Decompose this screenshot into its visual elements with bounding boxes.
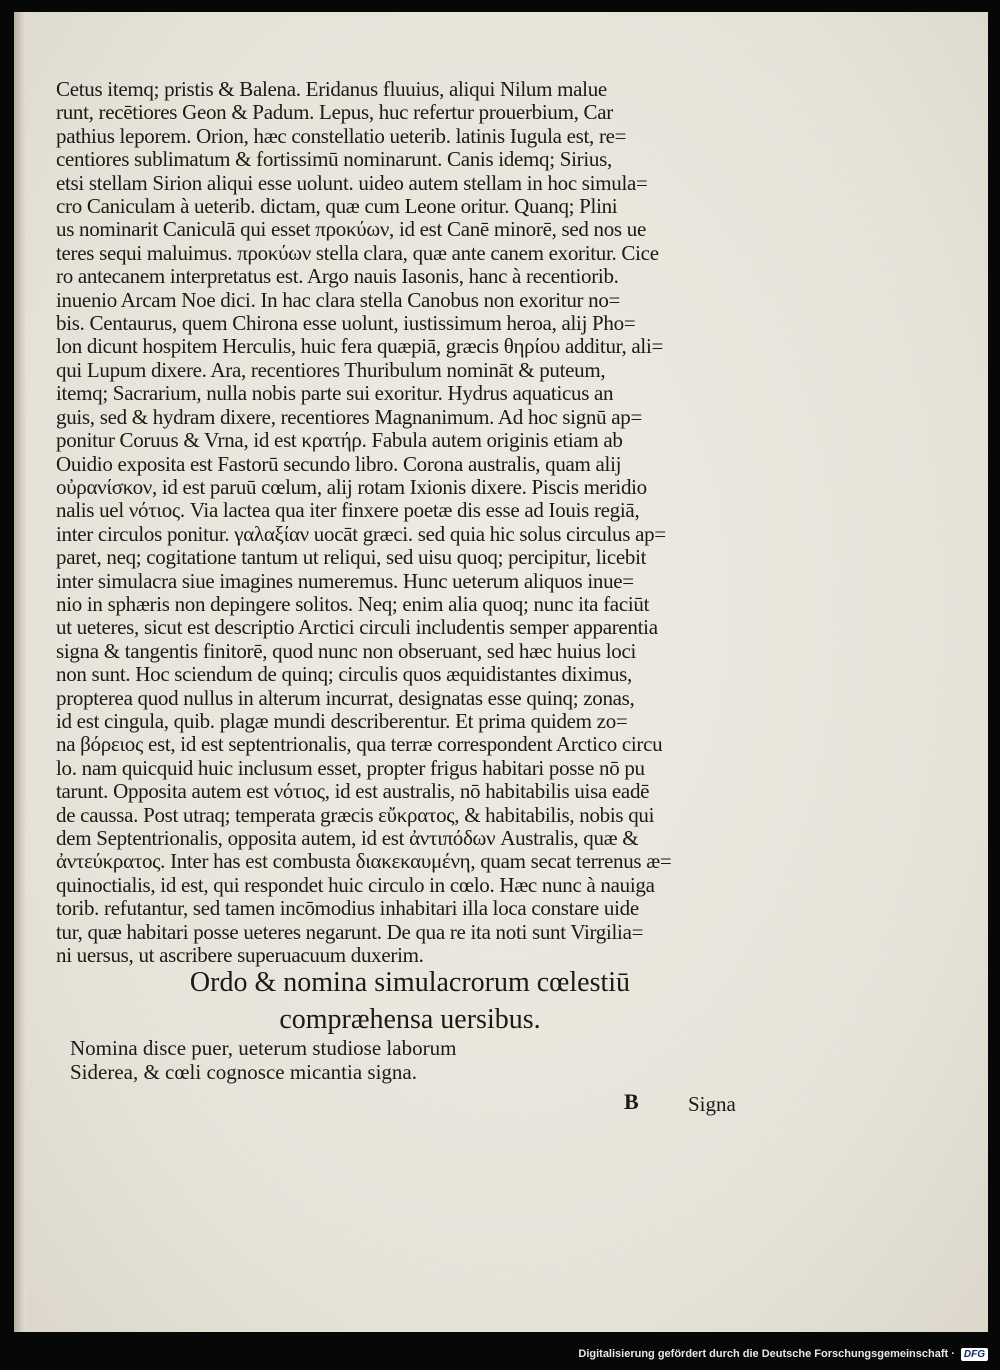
text-line: runt, recētiores Geon & Padum. Lepus, huc refertur prouerbium, Car [56, 101, 613, 125]
text-line: paret, neq; cogitatione tantum ut reliqui, sed uisu quoq; percipitur, licebit [56, 546, 647, 570]
text-line: inuenio Arcam Noe dici. In hac clara stella Canobus non exoritur no= [56, 288, 621, 312]
text-line: guis, sed & hydram dixere, recentiores Magnanimum. Ad hoc signū ap= [56, 405, 643, 429]
text-line: cro Caniculam à ueterib. dictam, quæ cum Leone oritur. Quanq; Plini [56, 195, 618, 219]
verse-line: Nomina disce puer, ueterum studiose laborum [70, 1036, 457, 1060]
text-line: ro antecanem interpretatus est. Argo nauis Iasonis, hanc à recentiorib. [56, 265, 619, 289]
text-line: lo. nam quicquid huic inclusum esset, propter frigus habitari posse nō pu [56, 756, 645, 780]
text-line: teres sequi maluimus. προκύων stella clara, quæ ante canem exoritur. Cice [56, 241, 659, 265]
signature-mark: B [624, 1089, 639, 1114]
text-line: Ouidio exposita est Fastorū secundo libro. Corona australis, quam alij [56, 452, 622, 476]
body-text [56, 78, 768, 967]
section-heading-line-1: Ordo & nomina simulacrorum cœlestiū [189, 967, 631, 998]
text-line: ni uersus, ut ascribere superuacuum duxerim. [56, 944, 424, 968]
text-line: lon dicunt hospitem Herculis, huic fera quæpiā, græcis θηρίου additur, ali= [56, 335, 664, 359]
text-line: torib. refutantur, sed tamen incōmodius inhabitari illa loca constare uide [56, 897, 639, 921]
text-line: ponitur Coruus & Vrna, id est κρατήρ. Fabula autem originis etiam ab [56, 429, 623, 453]
text-line: Cetus itemq; pristis & Balena. Eridanus fluuius, aliqui Nilum malue [56, 78, 607, 101]
verse-line: Siderea, & cœli cognosce micantia signa. [70, 1060, 417, 1084]
text-line: itemq; Sacrarium, nulla nobis parte sui exoritur. Hydrus aquaticus an [56, 382, 614, 406]
page-gutter-shadow [14, 12, 26, 1332]
text-line: signa & tangentis finitorē, quod nunc non obseruant, sed hæc huius loci [56, 639, 637, 663]
dfg-logo: DFG [961, 1348, 988, 1361]
text-line: οὐρανίσκον, id est paruū cœlum, alij rotam Ixionis dixere. Piscis meridio [56, 475, 647, 499]
text-line: quinoctialis, id est, qui respondet huic circulo in cœlo. Hæc nunc à nauiga [56, 873, 655, 897]
text-line: de caussa. Post utraq; temperata græcis εὔκρατος, & habitabilis, nobis qui [56, 803, 655, 827]
text-line: nalis uel νότιος. Via lactea qua iter finxere poetæ dis esse ad Iouis regiā, [56, 499, 640, 523]
text-line: non sunt. Hoc sciendum de quinq; circulis quos æquidistantes diximus, [56, 663, 633, 687]
text-line: us nominarit Caniculā qui esset προκύων, id est Canē minorē, sed nos ue [56, 218, 646, 242]
text-line: id est cingula, quib. plagæ mundi describerentur. Et prima quidem zo= [56, 709, 628, 733]
catchword: Signa [688, 1092, 736, 1116]
text-line: bis. Centaurus, quem Chirona esse uolunt, iustissimum heroa, alij Pho= [56, 312, 636, 336]
text-line: ut ueteres, sicut est descriptio Arctici circuli includentis semper apparentia [56, 616, 658, 640]
text-line: qui Lupum dixere. Ara, recentiores Thuribulum nomināt & puteum, [56, 358, 606, 382]
text-line: centiores sublimatum & fortissimū nominarunt. Canis idemq; Sirius, [56, 148, 612, 172]
text-line: dem Septentrionalis, opposita autem, id est ἀντιπόδων Australis, quæ & [56, 827, 639, 850]
text-line: nio in sphæris non depingere solitos. Neq; enim alia quoq; nunc ita faciūt [56, 592, 650, 616]
text-line: inter simulacra siue imagines numeremus. Hunc ueterum aliquos inue= [56, 569, 634, 593]
section-heading-line-2: compræhensa uersibus. [279, 1004, 541, 1035]
text-line: tarunt. Opposita autem est νότιος, id est australis, nō habitabilis uisa eadē [56, 780, 650, 804]
text-line: propterea quod nullus in alterum incurrat, designatas esse quinq; zonas, [56, 686, 635, 710]
text-line: inter circulos ponitur. γαλαξίαν uocāt græci. sed quia hic solus circulus ap= [56, 522, 666, 546]
footer-credit: Digitalisierung gefördert durch die Deutsche Forschungsgemeinschaft · [578, 1348, 955, 1360]
verse-block [70, 1036, 456, 1084]
text-line: etsi stellam Sirion aliqui esse uolunt. uideo autem stellam in hoc simula= [56, 171, 648, 195]
text-line: ἀντεύκρατος. Inter has est combusta διακεκαυμένη, quam secat terrenus æ= [56, 850, 672, 874]
text-line: tur, quæ habitari posse ueteres negarunt. De qua re ita noti sunt Virgilia= [56, 920, 644, 944]
text-line: pathius leporem. Orion, hæc constellatio ueterib. latinis Iugula est, re= [56, 124, 627, 148]
digitization-footer [578, 1344, 988, 1364]
text-line: na βόρειος est, id est septentrionalis, qua terræ correspondent Arctico circu [56, 733, 663, 757]
